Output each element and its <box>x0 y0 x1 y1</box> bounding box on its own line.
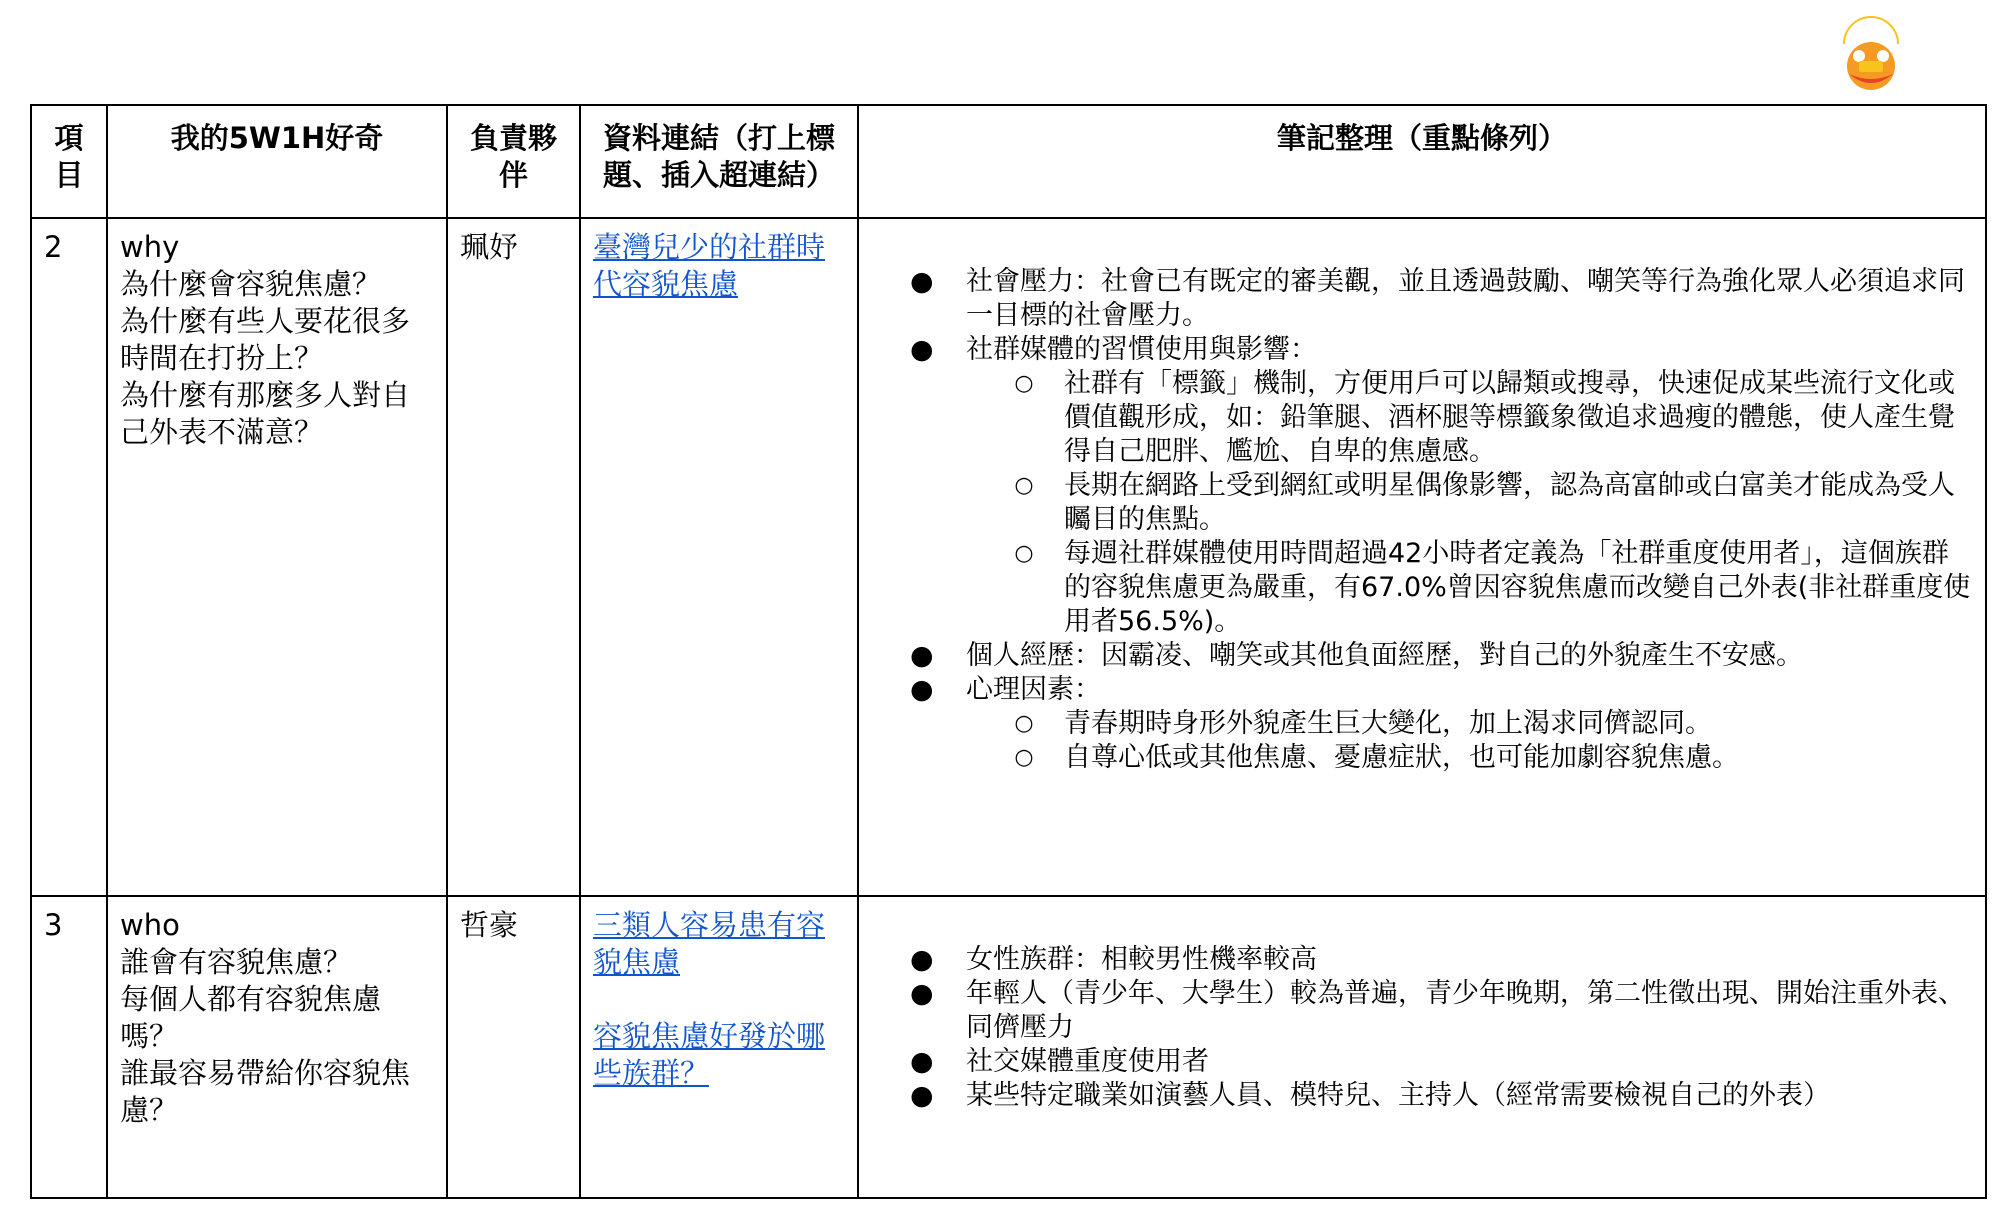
header-question: 我的5W1H好奇 <box>107 105 447 218</box>
hollow-bullet-icon: ○ <box>1014 473 1034 498</box>
note-item <box>910 333 1973 639</box>
partner-name: 珮妤 <box>447 218 580 896</box>
notes-cell <box>858 218 1986 896</box>
resource-link[interactable]: 臺灣兒少的社群時代容貌焦慮 <box>593 230 826 301</box>
note-text: 社群媒體的習慣使用與影響： <box>966 334 1317 365</box>
question-line: 為什麼有那麼多人對自己外表不滿意？ <box>120 378 411 449</box>
sub-note-item <box>1014 537 1973 639</box>
question-line: 為什麼有些人要花很多時間在打扮上？ <box>120 304 411 375</box>
note-item <box>910 977 1973 1045</box>
hollow-bullet-icon: ○ <box>1014 371 1034 396</box>
hollow-bullet-icon: ○ <box>1014 711 1034 736</box>
sub-note-text: 長期在網路上受到網紅或明星偶像影響，認為高富帥或白富美才能成為受人矚目的焦點。 <box>1064 470 1955 535</box>
table-row <box>31 896 1986 1198</box>
hollow-bullet-icon: ○ <box>1014 745 1034 770</box>
bullet-icon: ● <box>910 266 934 297</box>
note-text: 某些特定職業如演藝人員、模特兒、主持人（經常需要檢視自己的外表） <box>966 1080 1830 1111</box>
item-number: 3 <box>31 896 107 1198</box>
question-cell <box>107 218 447 896</box>
sub-note-text: 社群有「標籤」機制，方便用戶可以歸類或搜尋，快速促成某些流行文化或價值觀形成，如：鉛筆腿、酒杯腿等標籤象徵追求過瘦的體態，使人產生覺得自己肥胖、尷尬、自卑的焦慮感。 <box>1064 368 1955 467</box>
question-line: who <box>120 908 180 942</box>
question-line: 每個人都有容貌焦慮嗎？ <box>120 982 382 1053</box>
resource-link[interactable]: 三類人容易患有容貌焦慮 <box>593 908 826 979</box>
note-item <box>910 265 1973 333</box>
bullet-icon: ● <box>910 978 934 1009</box>
bullet-icon: ● <box>910 944 934 975</box>
note-text: 心理因素： <box>966 674 1101 705</box>
note-text: 年輕人（青少年、大學生）較為普遍，青少年晚期，第二性徵出現、開始注重外表、同儕壓力 <box>966 978 1965 1043</box>
notes-cell <box>858 896 1986 1198</box>
sub-note-text: 青春期時身形外貌產生巨大變化，加上渴求同儕認同。 <box>1064 708 1712 739</box>
sun-leadership-logo <box>1832 16 1910 94</box>
note-text: 社交媒體重度使用者 <box>966 1046 1209 1077</box>
bullet-icon: ● <box>910 640 934 671</box>
note-item <box>910 639 1973 673</box>
notes-list <box>859 265 1973 775</box>
note-text: 個人經歷：因霸凌、嘲笑或其他負面經歷，對自己的外貌產生不安感。 <box>966 640 1803 671</box>
header-item: 項目 <box>31 105 107 218</box>
link-cell <box>580 218 858 896</box>
sub-note-text: 每週社群媒體使用時間超過42小時者定義為「社群重度使用者」，這個族群的容貌焦慮更為嚴重，有67.0%曾因容貌焦慮而改變自己外表(非社群重度使用者56.5%)。 <box>1064 538 1971 637</box>
notes-table <box>30 104 1987 1199</box>
question-cell <box>107 896 447 1198</box>
hollow-bullet-icon: ○ <box>1014 541 1034 566</box>
resource-link[interactable]: 容貌焦慮好發於哪些族群？ <box>593 1019 826 1090</box>
note-item <box>910 1045 1973 1079</box>
bullet-icon: ● <box>910 674 934 705</box>
item-number: 2 <box>31 218 107 896</box>
header-link: 資料連結（打上標題、插入超連結） <box>580 105 858 218</box>
note-item <box>910 673 1973 775</box>
partner-name: 哲豪 <box>447 896 580 1198</box>
bullet-icon: ● <box>910 334 934 365</box>
logo-emblem-icon <box>1832 16 1910 94</box>
header-notes: 筆記整理（重點條列） <box>858 105 1986 218</box>
sub-note-item <box>1014 367 1973 469</box>
bullet-icon: ● <box>910 1046 934 1077</box>
sub-note-text: 自尊心低或其他焦慮、憂慮症狀，也可能加劇容貌焦慮。 <box>1064 742 1739 773</box>
question-line: 誰最容易帶給你容貌焦慮？ <box>120 1056 411 1127</box>
sub-note-item <box>1014 707 1973 741</box>
sub-note-item <box>1014 741 1973 775</box>
note-item <box>910 1079 1973 1113</box>
sub-note-item <box>1014 469 1973 537</box>
table-header-row <box>31 105 1986 218</box>
question-line: 為什麼會容貌焦慮？ <box>120 267 382 301</box>
bullet-icon: ● <box>910 1080 934 1111</box>
sub-notes-list <box>966 707 1973 775</box>
question-line: why <box>120 230 180 264</box>
notes-list <box>859 943 1973 1113</box>
header-partner: 負責夥伴 <box>447 105 580 218</box>
sub-notes-list <box>966 367 1973 639</box>
table-row <box>31 218 1986 896</box>
link-cell <box>580 896 858 1198</box>
note-item <box>910 943 1973 977</box>
note-text: 女性族群：相較男性機率較高 <box>966 944 1317 975</box>
question-line: 誰會有容貌焦慮？ <box>120 945 353 979</box>
note-text: 社會壓力：社會已有既定的審美觀，並且透過鼓勵、嘲笑等行為強化眾人必須追求同一目標的社會壓力。 <box>966 266 1965 331</box>
